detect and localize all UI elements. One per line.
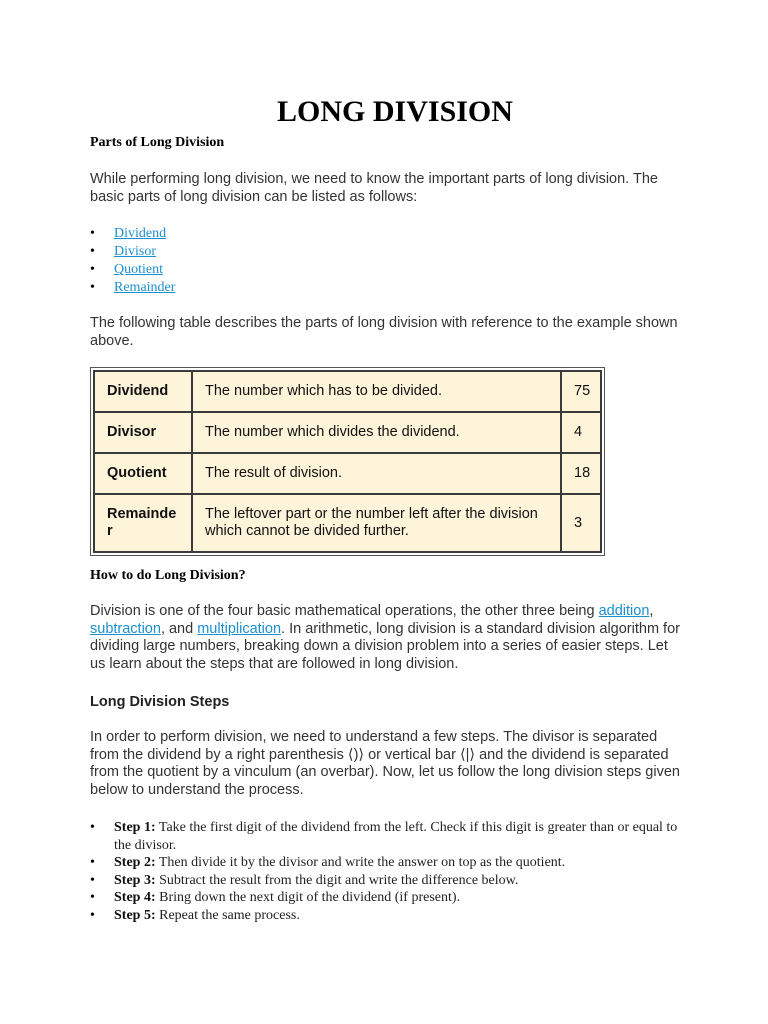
step-label: Step 1:: [114, 820, 156, 835]
parts-heading: Parts of Long Division: [90, 135, 225, 150]
term-link-dividend[interactable]: Dividend: [114, 226, 167, 241]
list-item: [90, 872, 690, 890]
table-row: [94, 412, 601, 453]
bullet-icon: •: [90, 907, 95, 923]
steps-list: [90, 819, 690, 924]
list-item: [90, 819, 690, 854]
list-item: [90, 907, 690, 925]
table-intro-paragraph: The following table describes the parts of long division with reference to the example shown above.: [90, 315, 678, 349]
row-label: Dividend: [94, 371, 192, 412]
term-link-quotient[interactable]: Quotient: [114, 262, 163, 277]
steps-paragraph: In order to perform division, we need to understand a few steps. The divisor is separated from the dividend by a right parenthesis ⟨)⟩ or vertical bar ⟨|⟩ and the dividend is separated from the quotient by a vinculum (an overbar). Now, let us follow the long division steps given below to understand the process.: [90, 729, 680, 798]
row-description: The number which has to be divided.: [192, 371, 561, 412]
step-label: Step 2:: [114, 855, 156, 870]
list-item: [90, 279, 175, 297]
step-label: Step 5:: [114, 907, 156, 923]
row-value: 75: [561, 371, 601, 412]
intro-paragraph: While performing long division, we need to know the important parts of long division. The basic parts of long division can be listed as follows:: [90, 171, 658, 205]
row-label: Remainde r: [94, 494, 192, 552]
subtraction-link[interactable]: subtraction: [90, 620, 161, 637]
step-label: Step 3:: [114, 872, 156, 888]
step-text: Take the first digit of the dividend from the left. Check if this digit is greater than or equal to the divisor.: [114, 820, 678, 853]
bullet-icon: •: [90, 226, 95, 241]
row-description: The result of division.: [192, 453, 561, 494]
how-heading: How to do Long Division?: [90, 568, 246, 583]
step-text: Subtract the result from the digit and write the difference below.: [155, 872, 519, 888]
row-description: The leftover part or the number left after the division which cannot be divided further.: [192, 494, 561, 552]
list-item: [90, 261, 175, 279]
how-sep-2: , and: [160, 620, 198, 637]
row-label: Quotient: [94, 453, 192, 494]
how-paragraph: [90, 603, 680, 673]
list-item: [90, 243, 175, 261]
row-value: 4: [561, 412, 601, 453]
step-label: Step 4:: [114, 890, 156, 905]
list-item: [90, 889, 690, 907]
bullet-icon: •: [90, 890, 95, 905]
step-text: Then divide it by the divisor and write the answer on top as the quotient.: [155, 855, 566, 870]
row-value: 3: [561, 494, 601, 552]
list-item: [90, 225, 175, 243]
bullet-icon: •: [90, 262, 95, 277]
bullet-icon: •: [90, 855, 95, 870]
bullet-icon: •: [90, 280, 95, 295]
term-link-remainder[interactable]: Remainder: [114, 280, 176, 295]
row-label: Divisor: [94, 412, 192, 453]
bullet-icon: •: [90, 872, 95, 888]
table-row: [94, 453, 601, 494]
bullet-icon: •: [90, 820, 95, 835]
how-text-2: . In arithmetic, long division is a standard division algorithm for dividing large numbers, breaking down a division problem into a series of easier steps. Let us learn about the steps that are followed in long division.: [90, 620, 680, 672]
step-text: Bring down the next digit of the dividend (if present).: [155, 890, 461, 905]
row-description: The number which divides the dividend.: [192, 412, 561, 453]
list-item: [90, 854, 690, 872]
bullet-icon: •: [90, 244, 95, 259]
table-row: [94, 371, 601, 412]
row-value: 18: [561, 453, 601, 494]
how-sep-1: ,: [649, 603, 654, 619]
page-title: LONG DIVISION: [277, 95, 513, 128]
table-row: [94, 494, 601, 552]
steps-heading: Long Division Steps: [90, 694, 230, 710]
parts-table: [90, 367, 605, 556]
how-text-1: Division is one of the four basic mathematical operations, the other three being: [90, 603, 599, 619]
multiplication-link[interactable]: multiplication: [197, 620, 282, 637]
terms-list: [90, 225, 175, 297]
step-text: Repeat the same process.: [155, 907, 300, 923]
addition-link[interactable]: addition: [598, 603, 650, 619]
term-link-divisor[interactable]: Divisor: [114, 244, 156, 259]
